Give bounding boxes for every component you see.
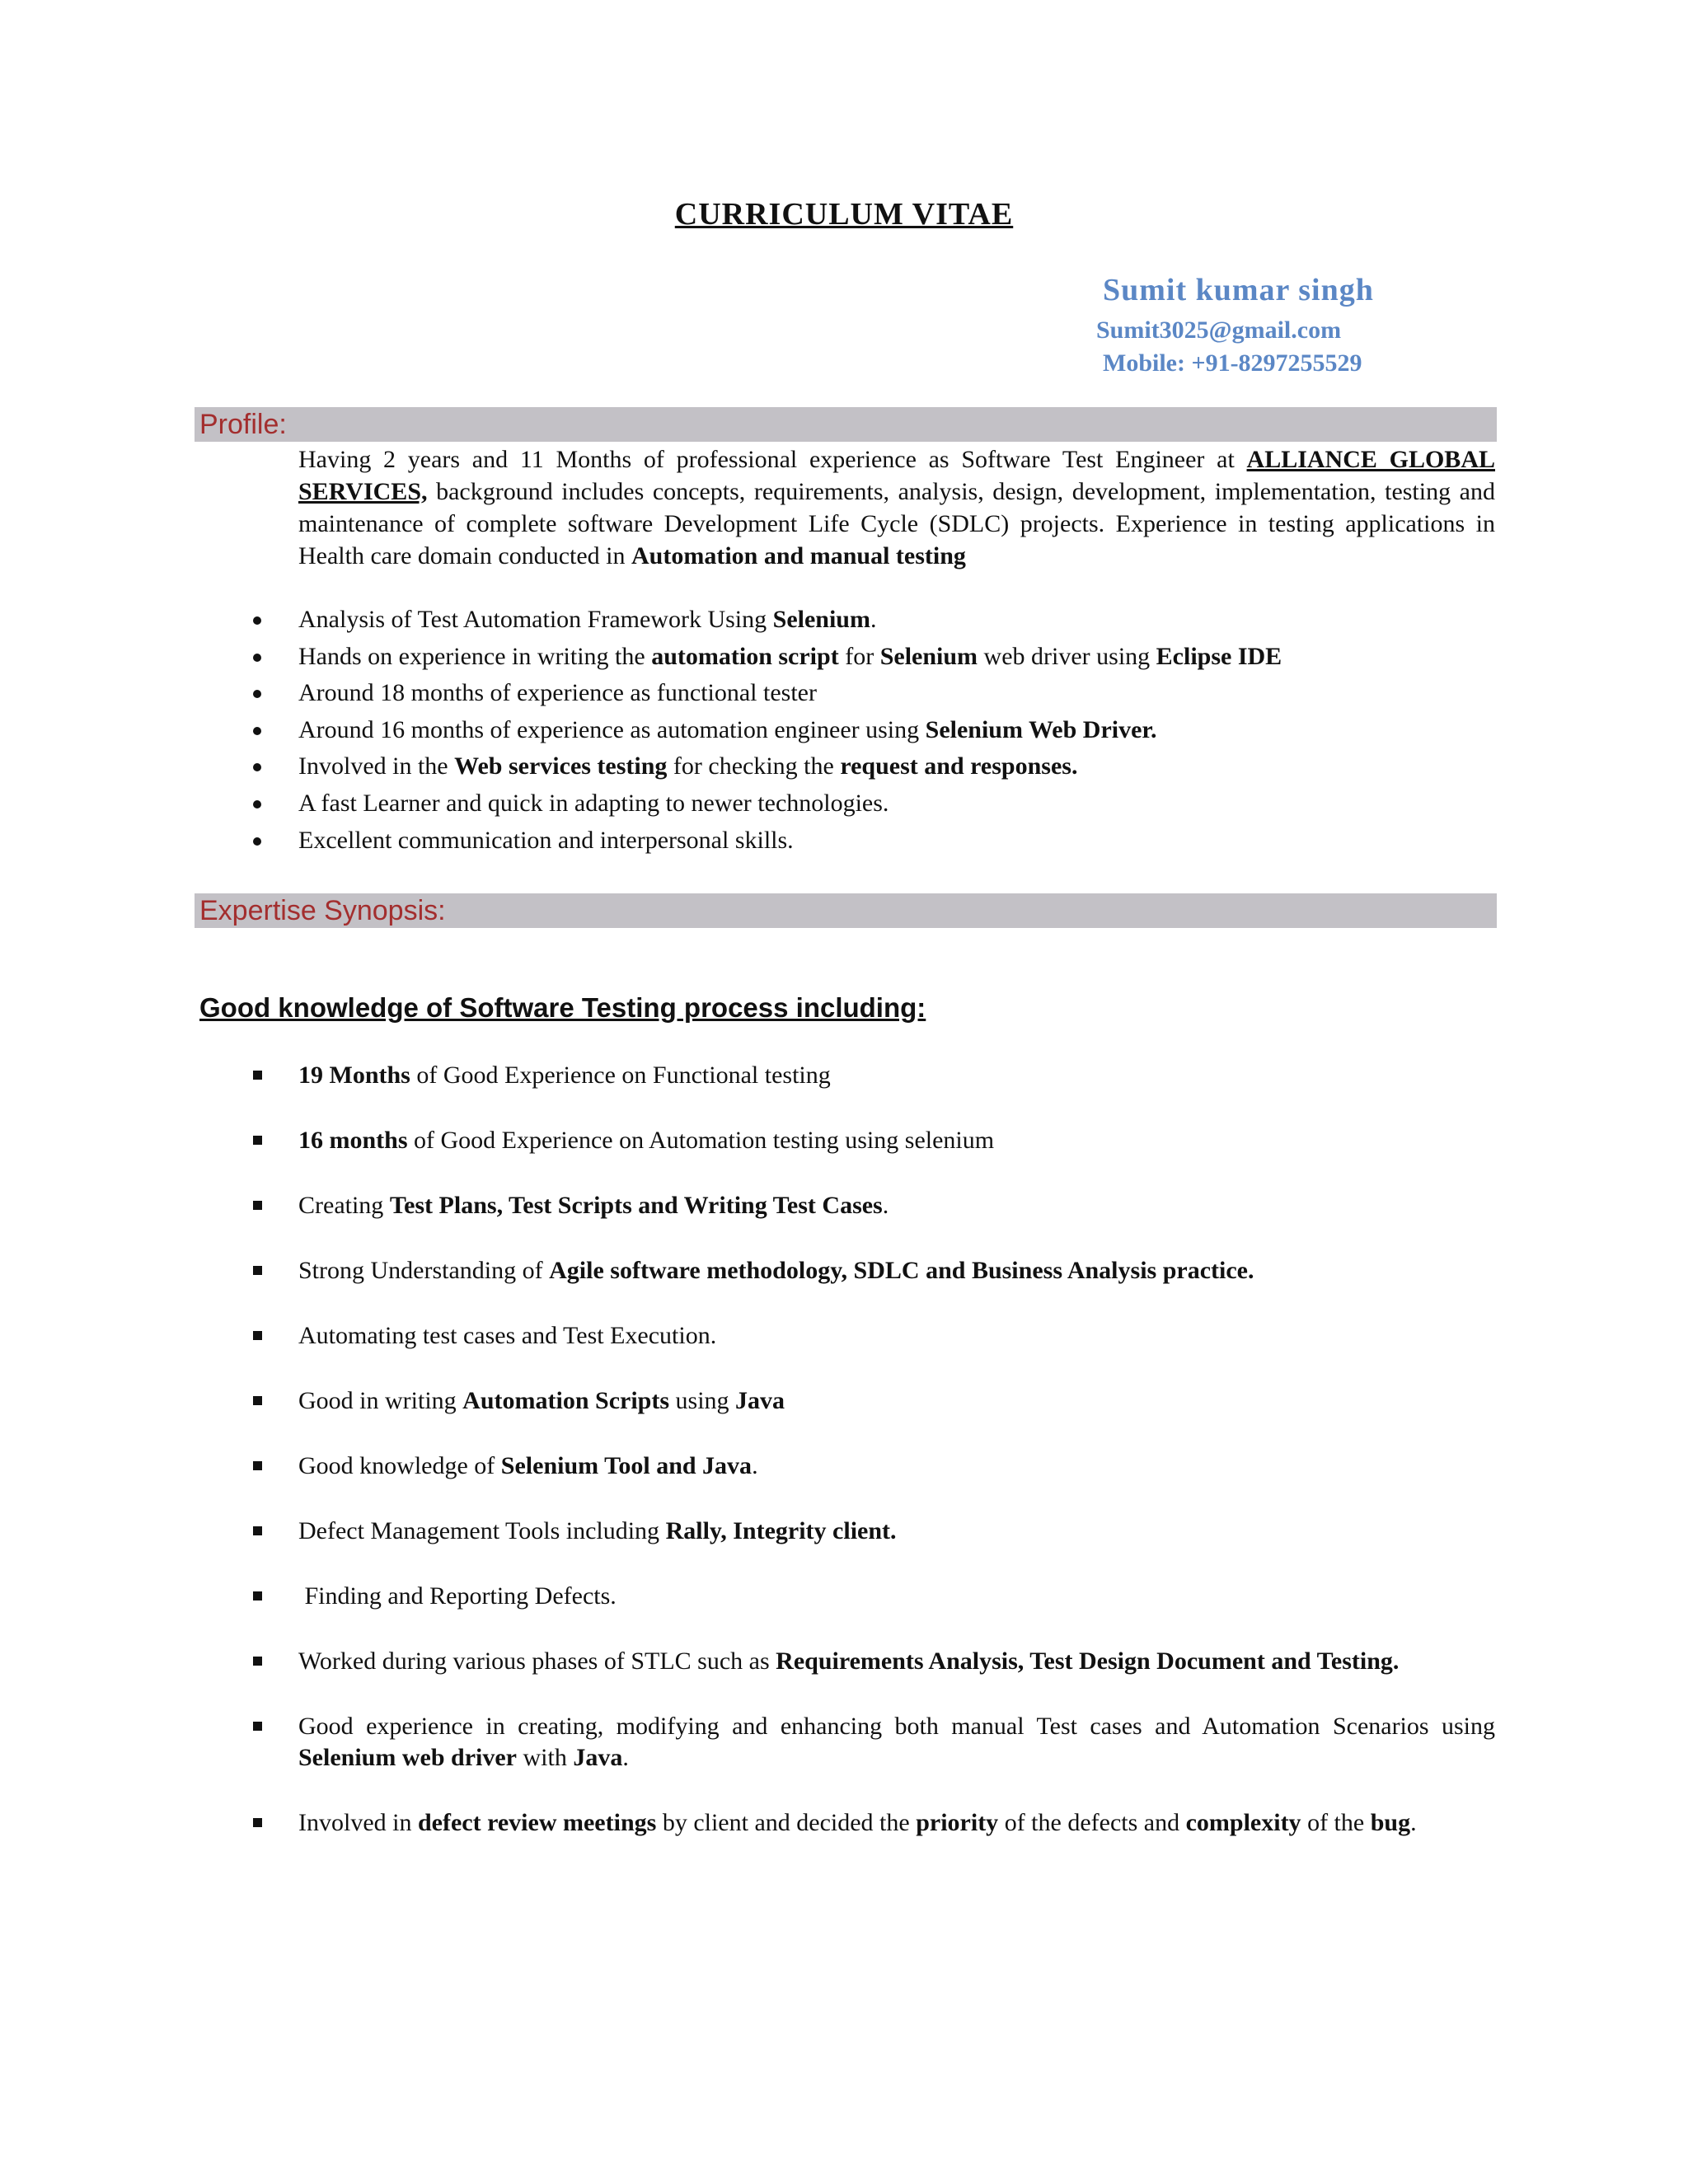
square-bullet-icon: [253, 1657, 262, 1666]
company-name: ALLIANCE GLOBAL SERVICES,: [298, 446, 1495, 505]
bold-text: 19 Months: [298, 1062, 410, 1089]
list-item: [298, 1451, 1495, 1482]
text: by client and decided the: [656, 1809, 917, 1836]
bold-text: Selenium Tool and Java: [500, 1452, 753, 1479]
bold-text: 16 months: [298, 1127, 408, 1154]
text: Excellent communication and interpersonal skills.: [298, 826, 794, 854]
bullet-icon: [253, 690, 261, 698]
bullet-icon: [253, 727, 261, 735]
bold-text: Selenium Web Driver.: [925, 715, 1157, 743]
list-item: [298, 1581, 1495, 1612]
square-bullet-icon: [253, 1591, 262, 1601]
square-bullet-icon: [253, 1201, 262, 1210]
text: of the: [1301, 1809, 1371, 1836]
text: Involved in the: [298, 752, 455, 780]
list-item: [298, 1255, 1495, 1286]
expertise-subheading: Good knowledge of Software Testing process including:: [199, 992, 926, 1023]
text: .: [882, 1192, 889, 1219]
bold-text: Selenium: [879, 642, 978, 670]
text: Good knowledge of: [298, 1452, 501, 1479]
profile-bullet-list: [298, 602, 1502, 859]
text: .: [622, 1744, 629, 1771]
expertise-section-header: Expertise Synopsis:: [195, 893, 1497, 928]
list-item: [298, 1190, 1495, 1221]
text: of the defects and: [998, 1809, 1186, 1836]
text: Good experience in creating, modifying and enhancing both manual Test cases and Automation Scenarios using: [298, 1713, 1495, 1740]
square-bullet-icon: [253, 1136, 262, 1145]
candidate-name: Sumit kumar singh: [1103, 273, 1374, 307]
square-bullet-icon: [253, 1461, 262, 1470]
list-item: [298, 712, 1502, 749]
bold-text: Java: [735, 1387, 785, 1414]
bold-text: Eclipse IDE: [1156, 642, 1282, 670]
list-item: [298, 639, 1502, 676]
text: Involved in: [298, 1809, 418, 1836]
list-item: [298, 785, 1502, 823]
list-item: [298, 675, 1502, 712]
text: for checking the: [667, 752, 841, 780]
text: web driver using: [978, 642, 1156, 670]
list-item: [298, 602, 1502, 639]
bullet-icon: [253, 654, 261, 662]
text: of Good Experience on Functional testing: [410, 1062, 831, 1089]
list-item: [298, 823, 1502, 860]
summary-bold: Automation and manual testing: [631, 542, 966, 569]
bold-text: Java: [573, 1744, 623, 1771]
bold-text: Requirements Analysis, Test Design Document and Testing.: [776, 1647, 1400, 1675]
text: Worked during various phases of STLC such as: [298, 1647, 776, 1675]
text: A fast Learner and quick in adapting to newer technologies.: [298, 789, 889, 817]
bullet-icon: [253, 616, 261, 625]
text: Automating test cases and Test Execution.: [298, 1322, 717, 1349]
expertise-skill-list: [298, 1060, 1495, 1872]
text: Strong Understanding of: [298, 1257, 550, 1284]
list-item: [298, 748, 1502, 785]
square-bullet-icon: [253, 1526, 262, 1535]
bold-text: Rally, Integrity client.: [665, 1517, 897, 1544]
bold-text: defect review meetings: [417, 1809, 657, 1836]
text: Around 18 months of experience as functional tester: [298, 679, 817, 707]
bold-text: Test Plans, Test Scripts and Writing Test Cases: [389, 1192, 883, 1219]
bold-text: Selenium: [772, 606, 870, 633]
bold-text: priority: [916, 1809, 999, 1836]
bullet-icon: [253, 800, 261, 808]
text: Hands on experience in writing the: [298, 642, 652, 670]
square-bullet-icon: [253, 1331, 262, 1340]
bold-text: automation script: [651, 642, 839, 670]
text: Creating: [298, 1192, 390, 1219]
text: Analysis of Test Automation Framework Using: [298, 606, 773, 633]
text: Finding and Reporting Defects.: [298, 1582, 617, 1610]
bullet-icon: [253, 763, 261, 771]
contact-block: [1096, 272, 1374, 377]
square-bullet-icon: [253, 1266, 262, 1275]
bold-text: Web services testing: [454, 752, 668, 780]
text: for: [838, 642, 880, 670]
text: .: [752, 1452, 758, 1479]
list-item: [298, 1320, 1495, 1352]
text: Good in writing: [298, 1387, 463, 1414]
list-item: [298, 1646, 1495, 1677]
contact-phone: Mobile: +91-8297255529: [1103, 349, 1362, 377]
bold-text: complexity: [1185, 1809, 1301, 1836]
bold-text: Selenium web driver: [298, 1744, 517, 1771]
summary-text: Having 2 years and 11 Months of professional experience as Software Test Engineer at: [298, 446, 1247, 473]
text: of Good Experience on Automation testing using selenium: [407, 1127, 995, 1154]
square-bullet-icon: [253, 1071, 262, 1080]
bold-text: Automation Scripts: [462, 1387, 670, 1414]
text: with: [516, 1744, 574, 1771]
text: .: [1410, 1809, 1417, 1836]
square-bullet-icon: [253, 1818, 262, 1827]
bullet-icon: [253, 837, 261, 846]
square-bullet-icon: [253, 1396, 262, 1405]
list-item: [298, 1385, 1495, 1417]
bold-text: request and responses.: [840, 752, 1078, 780]
summary-text: background includes concepts, requirements, analysis, design, development, implementation, testing and maintenance of complete software Development Life Cycle (SDLC) projects. Experience in testing applications in Health care domain conducted in: [298, 478, 1495, 569]
bold-text: bug: [1370, 1809, 1411, 1836]
document-title: CURRICULUM VITAE: [674, 197, 1014, 232]
contact-email: Sumit3025@gmail.com: [1096, 316, 1342, 344]
list-item: [298, 1807, 1495, 1839]
list-item: [298, 1125, 1495, 1156]
list-item: [298, 1711, 1495, 1774]
text: Around 16 months of experience as automation engineer using: [298, 715, 926, 743]
text: Defect Management Tools including: [298, 1517, 666, 1544]
text: using: [669, 1387, 736, 1414]
list-item: [298, 1060, 1495, 1091]
profile-section-header: Profile:: [195, 407, 1497, 442]
bold-text: Agile software methodology, SDLC and Business Analysis practice.: [549, 1257, 1254, 1284]
text: .: [870, 606, 877, 633]
profile-summary: [298, 443, 1495, 572]
list-item: [298, 1516, 1495, 1547]
square-bullet-icon: [253, 1722, 262, 1731]
